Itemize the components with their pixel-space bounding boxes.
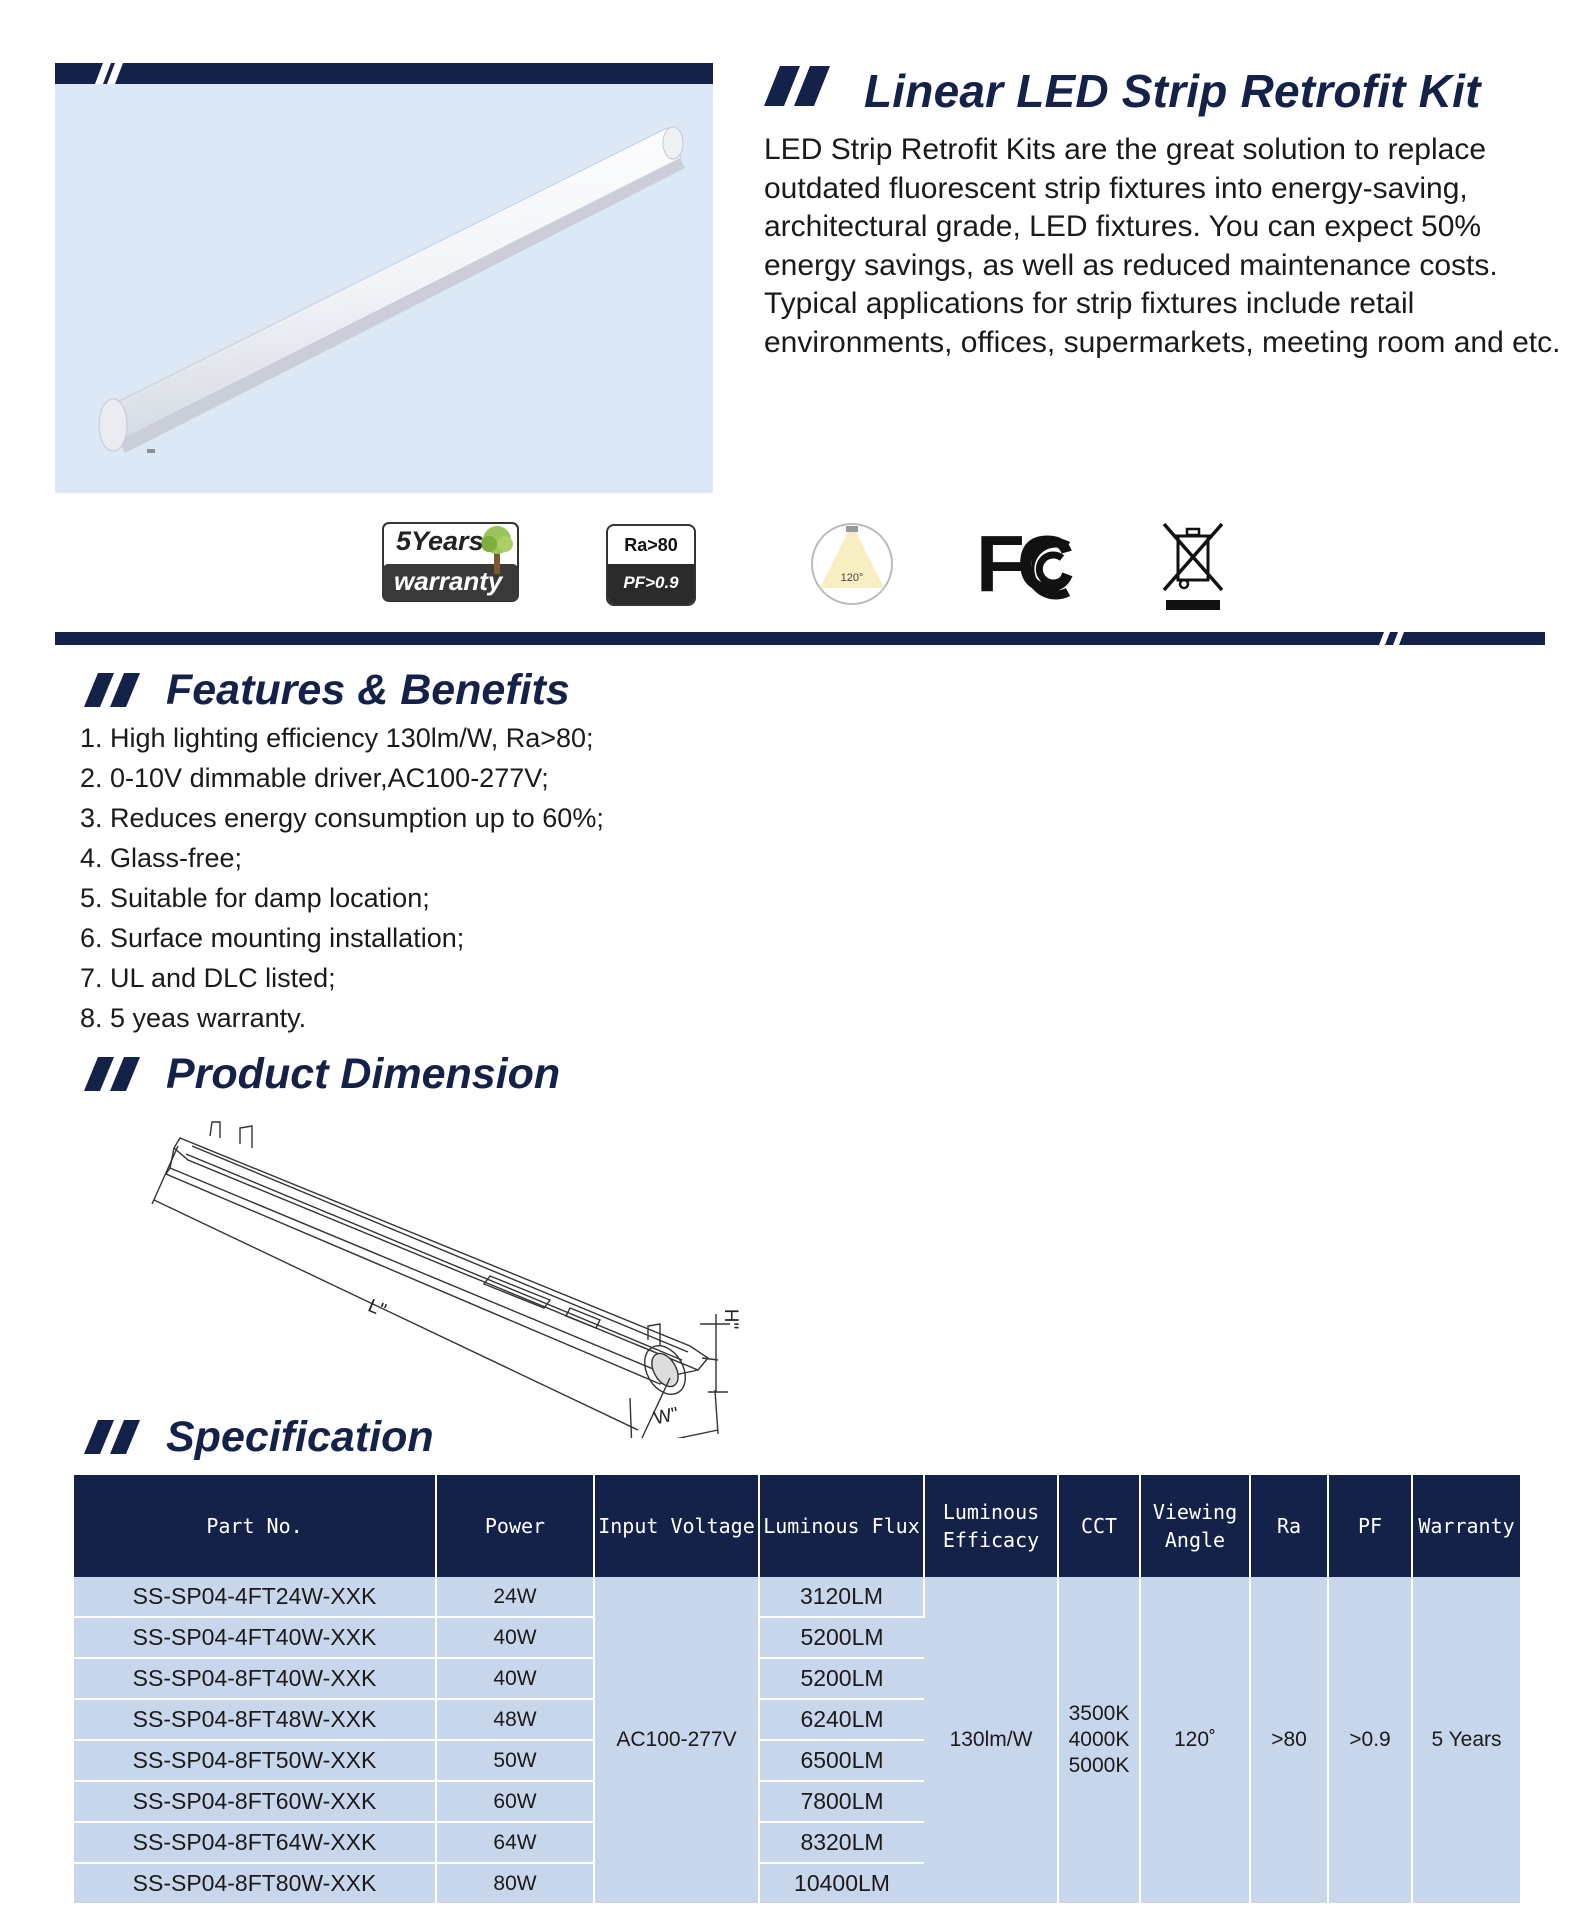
col-header-power: Power [436,1475,594,1577]
features-heading [84,666,784,716]
specification-table [74,1475,1520,1905]
double-slash-icon [84,1057,144,1091]
product-title [764,62,1564,117]
pf-text: PF>0.9 [608,564,694,604]
table-row [74,1577,1520,1617]
cell-luminous-flux: 6240LM [759,1699,924,1740]
cell-part-no: SS-SP04-4FT24W-XXK [74,1577,436,1617]
product-intro-paragraph: LED Strip Retrofit Kits are the great solution to replace outdated fluorescent strip fixtures into energy-saving, architectural grade, LED fixtures. You can expect 50% energy savings, as well as reduced maintenance costs. Typical applications for strip fixtures include retail environments, offices, supermarkets, meeting room and etc. [764,133,1561,359]
header-line: Luminous [942,1500,1040,1524]
cell-power: 40W [436,1617,594,1658]
cct-value: 5000K [1068,1754,1130,1777]
cell-power: 80W [436,1863,594,1904]
height-label: H" [720,1308,742,1330]
header-line: Angle [1164,1528,1226,1552]
col-header-viewing-angle [1140,1475,1250,1577]
cell-luminous-flux: 8320LM [759,1822,924,1863]
cell-cct [1058,1577,1140,1904]
cell-power: 24W [436,1577,594,1617]
double-slash-icon [84,1420,144,1454]
cell-luminous-flux: 7800LM [759,1781,924,1822]
col-header-part-no: Part No. [74,1475,436,1577]
dimension-heading-text: Product Dimension [166,1050,561,1098]
cell-part-no: SS-SP04-4FT40W-XXK [74,1617,436,1658]
feature-item: 1. High lighting efficiency 130lm/W, Ra>80; [80,723,594,753]
beam-angle-text: 120° [840,572,864,584]
length-label: L" [364,1295,389,1322]
col-header-pf: PF [1328,1475,1412,1577]
specification-heading [84,1413,784,1463]
feature-item: 5. Suitable for damp location; [80,883,430,913]
features-list [80,718,980,1038]
led-strip-product-image [75,123,695,483]
cell-luminous-flux: 10400LM [759,1863,924,1904]
header-line: Efficacy [942,1528,1040,1552]
feature-item: 6. Surface mounting installation; [80,923,465,953]
feature-item: 2. 0-10V dimmable driver,AC100-277V; [80,763,549,793]
header-line: Viewing [1152,1500,1238,1524]
certification-badges [0,520,1587,620]
cell-power: 48W [436,1699,594,1740]
cell-power: 40W [436,1658,594,1699]
panel-header-bar [55,63,713,84]
warranty-years-text: 5Years [396,526,484,556]
specification-heading-text: Specification [166,1413,434,1461]
cell-part-no: SS-SP04-8FT48W-XXK [74,1699,436,1740]
cell-efficacy: 130lm/W [924,1577,1058,1904]
cell-power: 50W [436,1740,594,1781]
slash-icon [85,63,125,84]
cell-power: 64W [436,1822,594,1863]
dimension-heading [84,1050,784,1100]
cell-part-no: SS-SP04-8FT40W-XXK [74,1658,436,1699]
beam-angle-badge [810,522,894,606]
fcc-badge [976,519,1068,608]
warranty-word-text: warranty [394,566,503,596]
dimension-drawing [130,1108,750,1438]
fcc-c-icon [1032,534,1072,604]
cct-value: 3500K [1068,1702,1130,1725]
col-header-luminous-flux: Luminous Flux [759,1475,924,1577]
weee-badge [1160,520,1226,612]
cell-power: 60W [436,1781,594,1822]
cell-pf: >0.9 [1328,1577,1412,1904]
cell-luminous-flux: 5200LM [759,1617,924,1658]
cell-part-no: SS-SP04-8FT50W-XXK [74,1740,436,1781]
crossed-bin-icon [1160,520,1226,612]
col-header-warranty: Warranty [1412,1475,1520,1577]
feature-item: 7. UL and DLC listed; [80,963,336,993]
cct-value: 4000K [1068,1728,1130,1751]
product-title-text: Linear LED Strip Retrofit Kit [864,65,1481,117]
double-slash-icon [84,673,144,707]
cell-luminous-flux: 3120LM [759,1577,924,1617]
cell-luminous-flux: 6500LM [759,1740,924,1781]
beam-angle-icon [810,522,894,606]
feature-item: 4. Glass-free; [80,843,243,873]
col-header-input-voltage: Input Voltage [594,1475,759,1577]
cell-part-no: SS-SP04-8FT80W-XXK [74,1863,436,1904]
col-header-ra: Ra [1250,1475,1328,1577]
fcc-logo: FC [976,519,1067,608]
cell-viewing-angle: 120˚ [1140,1577,1250,1904]
warranty-badge [382,522,519,602]
cell-ra: >80 [1250,1577,1328,1904]
cell-warranty: 5 Years [1412,1577,1520,1904]
section-divider [55,632,1545,645]
col-header-cct: CCT [1058,1475,1140,1577]
width-label: W" [651,1403,681,1430]
cell-part-no: SS-SP04-8FT64W-XXK [74,1822,436,1863]
cell-part-no: SS-SP04-8FT60W-XXK [74,1781,436,1822]
fixture-line-drawing [130,1108,750,1438]
cell-luminous-flux: 5200LM [759,1658,924,1699]
ra-pf-badge [606,524,696,606]
cell-input-voltage: AC100-277V [594,1577,759,1904]
features-heading-text: Features & Benefits [166,666,570,714]
ra-text: Ra>80 [624,535,678,555]
table-header-row [74,1475,1520,1577]
feature-item: 8. 5 yeas warranty. [80,1003,307,1033]
col-header-luminous-efficacy [924,1475,1058,1577]
double-slash-icon [764,66,834,106]
feature-item: 3. Reduces energy consumption up to 60%; [80,803,604,833]
product-image-panel [55,63,713,493]
